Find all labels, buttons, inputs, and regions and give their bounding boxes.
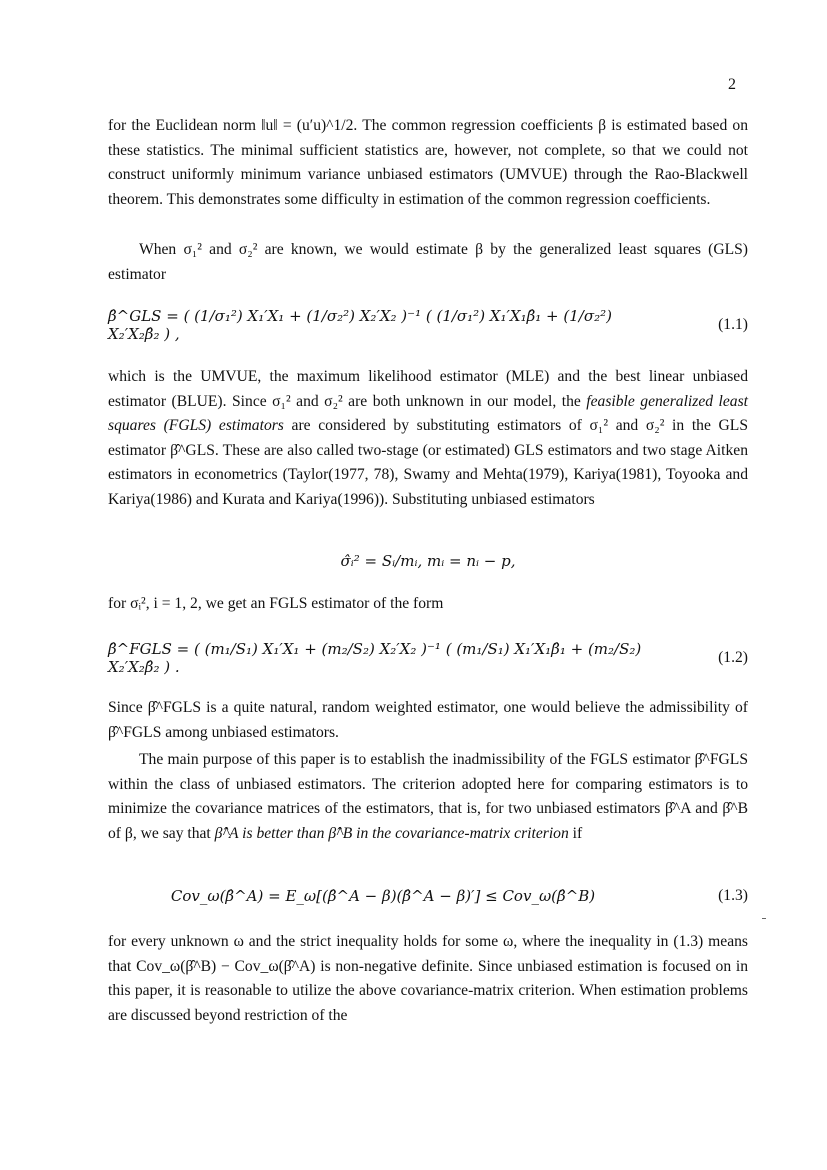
paragraph-norm-statistics: for the Euclidean norm ‖u‖ = (u′u)^1/2. The common regression coefficients β is estimated based on these statistics. The minimal sufficient statistics are, however, not complete, so that we could not construct uniformly minimum variance unbiased estimators (UMVUE) through the Rao-Blackwell theorem. This demonstrates some difficulty in estimation of the common regression coefficients. <box>108 117 748 208</box>
equation-1-3 <box>108 881 748 911</box>
equation-unbiased-estimators <box>108 546 748 576</box>
equation-1-2-number: (1.2) <box>718 649 748 666</box>
paragraph-fgls-text-a: which is the UMVUE, the maximum likelihood estimator (MLE) and the best linear unbiased estimator (BLUE). Since σ₁² and σ₂² are both unknown in our model, the <box>108 368 748 410</box>
equation-1-3-number: (1.3) <box>718 887 748 904</box>
paragraph-fgls-definition <box>108 365 748 513</box>
paragraph-covariance-criterion: for every unknown ω and the strict inequality holds for some ω, where the inequality in (1.3) means that Cov_ω(β̂^B) − Cov_ω(β̂^A) is non-negative definite. Since unbiased estimation is focused on in this paper, it is reasonable to utilize the above covariance-matrix criterion. When estimation problems are discussed beyond restriction of the <box>108 933 748 1024</box>
paragraph-main-purpose <box>108 748 748 846</box>
equation-1-2-body: β̂^FGLS = ( (m₁/S₁) X₁′X₁ + (m₂/S₂) X₂′X₂ )⁻¹ ( (m₁/S₁) X₁′X₁β̂₁ + (m₂/S₂) X₂′X₂β̂₂ ) . <box>108 640 642 676</box>
paragraph-purpose-text-a: The main purpose of this paper is to establish the inadmissibility of the FGLS estimator β̂^FGLS within the class of unbiased estimators. The criterion adopted here for comparing estimators is to minimize the covariance matrices of the estimators, that is, for two unbiased estimators β̂^A and β̂^B of β, we say that <box>108 751 748 842</box>
paragraph-fgls-text-b: are considered by substituting estimators of σ₁² and σ₂² in the GLS estimator β̂^GLS. These are also called two-stage (or estimated) GLS estimators and two stage Aitken estimators in econometrics (Taylor(1977, 78), Swamy and Mehta(1979), Kariya(1981), Toyooka and Kariya(1986) and Kurata and Kariya(1996)). Substituting unbiased estimators <box>108 417 748 508</box>
equation-1-1-number: (1.1) <box>718 316 748 333</box>
margin-mark <box>762 918 766 919</box>
equation-1-1 <box>108 299 748 351</box>
paragraph-purpose-text-b: if <box>568 824 583 842</box>
paragraph-admissibility: Since β̂^FGLS is a quite natural, random weighted estimator, one would believe the admissibility of β̂^FGLS among unbiased estimators. <box>108 699 748 741</box>
equation-1-3-body: Cov_ω(β̂^A) = E_ω[(β̂^A − β)(β̂^A − β)′] ≤ Cov_ω(β̂^B) <box>170 887 596 905</box>
page-number: 2 <box>728 76 736 93</box>
paragraph-fgls-emphasis: feasible generalized least squares (FGLS) estimators <box>108 392 748 435</box>
paragraph-fgls-form: for σᵢ², i = 1, 2, we get an FGLS estimator of the form <box>108 595 444 612</box>
equation-unbiased-body: σ̂ᵢ² = Sᵢ/mᵢ, mᵢ = nᵢ − p, <box>340 552 516 570</box>
paragraph-gls-intro: When σ₁² and σ₂² are known, we would estimate β by the generalized least squares (GLS) estimator <box>108 241 748 283</box>
equation-1-1-body: β̂^GLS = ( (1/σ₁²) X₁′X₁ + (1/σ₂²) X₂′X₂ )⁻¹ ( (1/σ₁²) X₁′X₁β̂₁ + (1/σ₂²) X₂′X₂β̂₂ ) , <box>108 307 612 343</box>
equation-1-2 <box>108 632 748 684</box>
paragraph-purpose-emphasis: β̂^A is better than β̂^B in the covariance-matrix criterion <box>214 824 569 842</box>
